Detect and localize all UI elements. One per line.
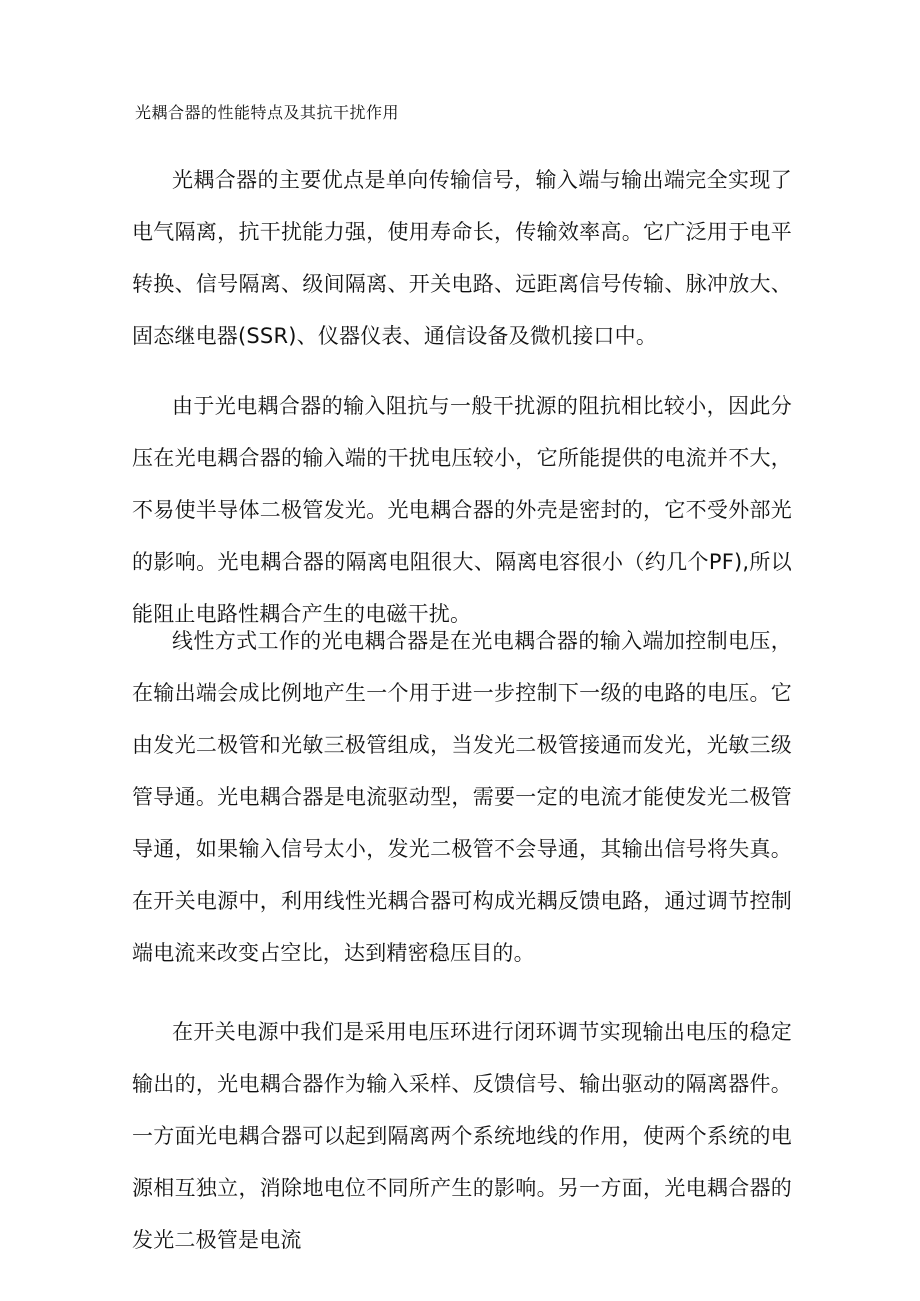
paragraph-2: 由于光电耦合器的输入阻抗与一般干扰源的阻抗相比较小，因此分压在光电耦合器的输入端的干扰电压较小，它所能提供的电流并不大，不易使半导体二极管发光。光电耦合器的外壳是密封的，它不受外部光的影响。光电耦合器的隔离电阻很大、隔离电容很小（约几个PF),所以能阻止电路性耦合产生的电磁干扰。 <box>132 394 792 626</box>
paragraph-3: 线性方式工作的光电耦合器是在光电耦合器的输入端加控制电压，在输出端会成比例地产生一个用于进一步控制下一级的电路的电压。它由发光二极管和光敏三极管组成，当发光二极管接通而发光，光敏三级管导通。光电耦合器是电流驱动型，需要一定的电流才能使发光二极管导通，如果输入信号太小，发光二极管不会导通，其输出信号将失真。在开关电源中，利用线性光耦合器可构成光耦反馈电路，通过调节控制端电流来改变占空比，达到精密稳压目的。 <box>132 629 792 965</box>
paragraph-4: 在开关电源中我们是采用电压环进行闭环调节实现输出电压的稳定输出的，光电耦合器作为输入采样、反馈信号、输出驱动的隔离器件。一方面光电耦合器可以起到隔离两个系统地线的作用，使两个系统的电源相互独立，消除地电位不同所产生的影响。另一方面，光电耦合器的发光二极管是电流 <box>132 1020 792 1252</box>
document-title: 光耦合器的性能特点及其抗干扰作用 <box>135 103 400 122</box>
paragraph-1: 光耦合器的主要优点是单向传输信号，输入端与输出端完全实现了电气隔离，抗干扰能力强，使用寿命长，传输效率高。它广泛用于电平转换、信号隔离、级间隔离、开关电路、远距离信号传输、脉冲放大、固态继电器(SSR)、仪器仪表、通信设备及微机接口中。 <box>132 168 792 348</box>
